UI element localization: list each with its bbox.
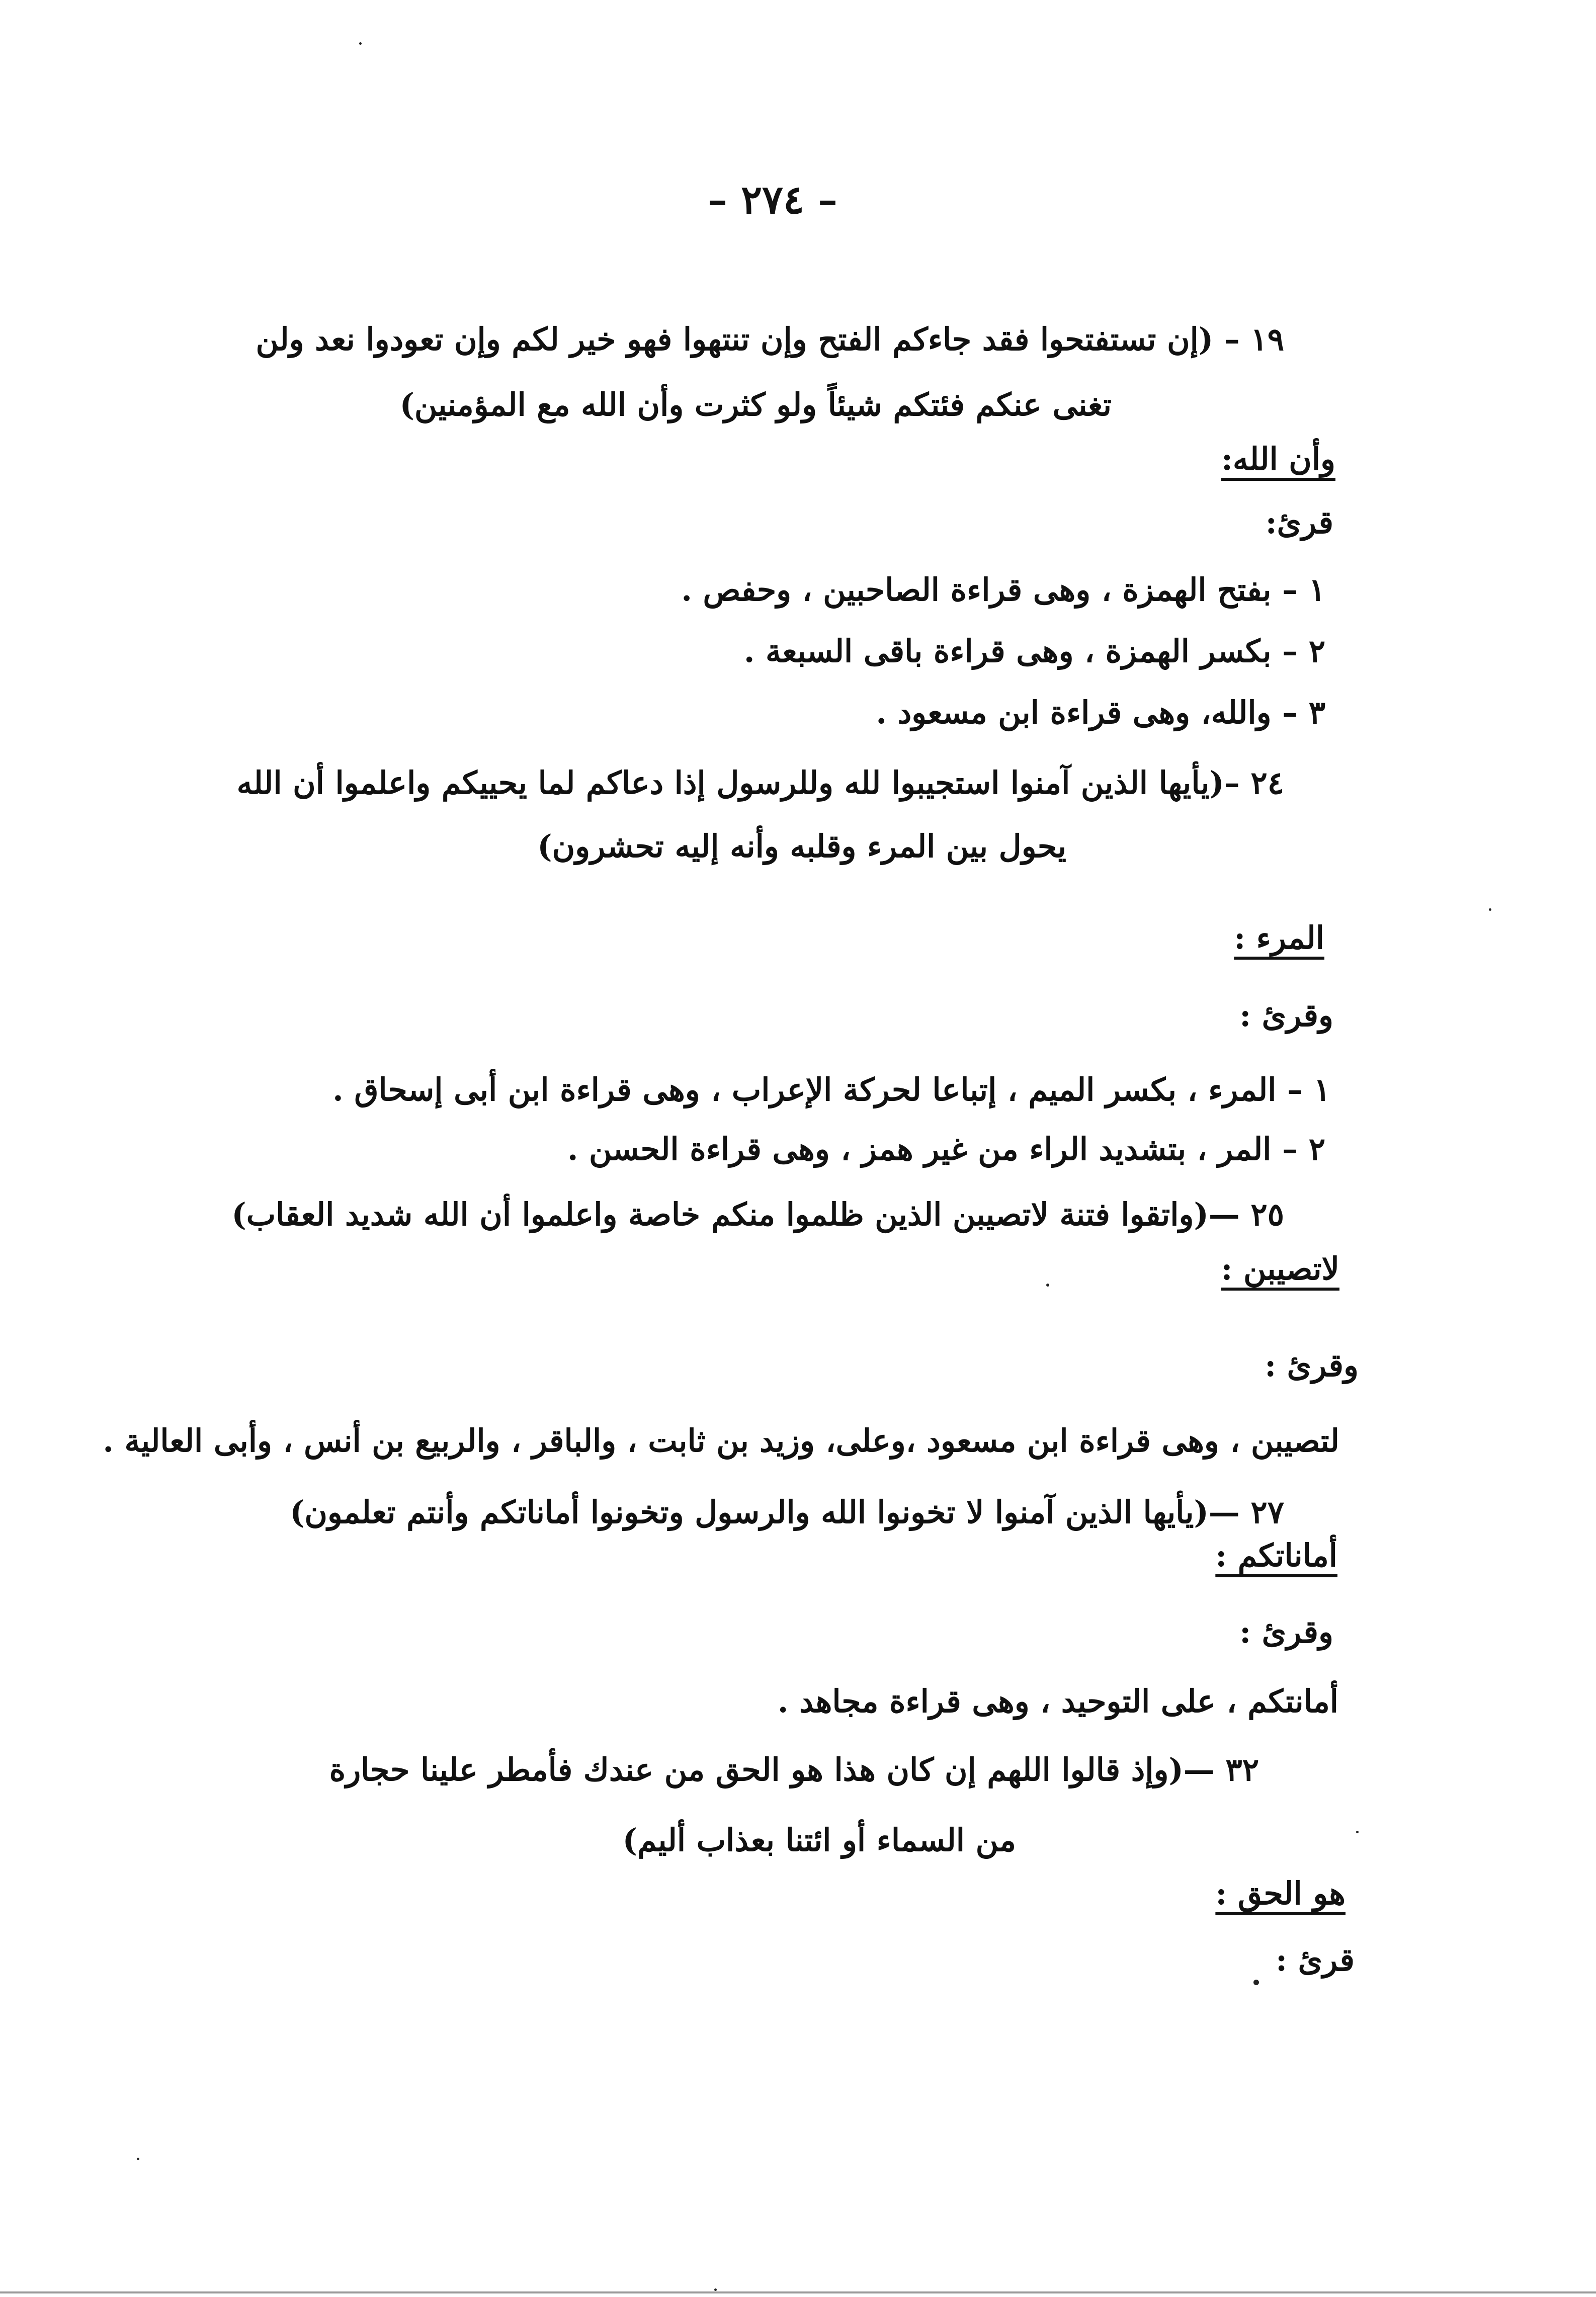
scan-speck — [1253, 1980, 1259, 1985]
qurie-label: قرئ : — [1276, 1941, 1355, 1978]
verse-32-line-2: من السماء أو ائتنا بعذاب أليم) — [622, 1822, 1016, 1858]
scan-speck — [1489, 908, 1491, 911]
verse-19-line-2: تغنى عنكم فئتكم شيئاً ولو كثرت وأن الله مع المؤمنين) — [399, 386, 1112, 423]
heading-wa-anna-allah: وأن الله: — [1221, 441, 1335, 477]
reading-item: ١ – بفتح الهمزة ، وهى قراءة الصاحبين ، وحفص . — [681, 571, 1325, 608]
heading-amanatikum: أماناتكم : — [1215, 1537, 1337, 1574]
reading-item: ٢ – بكسر الهمزة ، وهى قراءة باقى السبعة . — [743, 633, 1325, 669]
scan-speck — [1356, 1831, 1359, 1833]
reading-item: ٢ – المر ، بتشديد الراء من غير همز ، وهى قراءة الحسن . — [567, 1131, 1325, 1167]
heading-al-mar: المرء : — [1234, 919, 1324, 956]
scan-speck — [359, 42, 362, 45]
qurie-label: وقرئ : — [1265, 1347, 1359, 1384]
scan-speck — [137, 2158, 139, 2160]
verse-24-line-1: ٢٤ –(يأيها الذين آمنوا استجيبوا لله وللرسول إذا دعاكم لما يحييكم واعلموا أن الله — [236, 764, 1284, 801]
verse-25-line: ٢٥ —(واتقوا فتنة لاتصيبن الذين ظلموا منكم خاصة واعلموا أن الله شديد العقاب) — [231, 1196, 1284, 1233]
reading-item: أمانتكم ، على التوحيد ، وهى قراءة مجاهد . — [777, 1683, 1338, 1720]
reading-item: لتصيبن ، وهى قراءة ابن مسعود ،وعلى، وزيد بن ثابت ، والباقر ، والربيع بن أنس ، وأبى العالية . — [103, 1422, 1339, 1459]
qurie-label: وقرئ : — [1239, 1613, 1333, 1650]
qurie-label: وقرئ : — [1239, 997, 1333, 1034]
heading-huwa-al-haqq: هو الحق : — [1215, 1875, 1346, 1912]
verse-32-line-1: ٣٢ —(وإذ قالوا اللهم إن كان هذا هو الحق من عندك فأمطر علينا حجارة — [329, 1751, 1259, 1788]
scan-speck — [1046, 1284, 1049, 1287]
page-number: – ٢٧٤ – — [708, 177, 837, 223]
verse-24-line-2: يحول بين المرء وقلبه وأنه إليه تحشرون) — [537, 828, 1066, 865]
verse-27-line: ٢٧ —(يأيها الذين آمنوا لا تخونوا الله والرسول وتخونوا أماناتكم وأنتم تعلمون) — [290, 1494, 1284, 1530]
scan-speck — [714, 2288, 717, 2291]
qurie-label: قرئ: — [1265, 504, 1333, 541]
heading-la-tusibanna: لاتصيبن : — [1221, 1250, 1339, 1287]
reading-item: ١ – المرء ، بكسر الميم ، إتباعا لحركة الإعراب ، وهى قراءة ابن أبى إسحاق . — [332, 1071, 1330, 1108]
page-bottom-edge — [0, 2291, 1596, 2293]
reading-item: ٣ – والله، وهى قراءة ابن مسعود . — [876, 694, 1325, 731]
verse-19-line-1: ١٩ – (إن تستفتحوا فقد جاءكم الفتح وإن تنتهوا فهو خير لكم وإن تعودوا نعد ولن — [256, 321, 1284, 358]
